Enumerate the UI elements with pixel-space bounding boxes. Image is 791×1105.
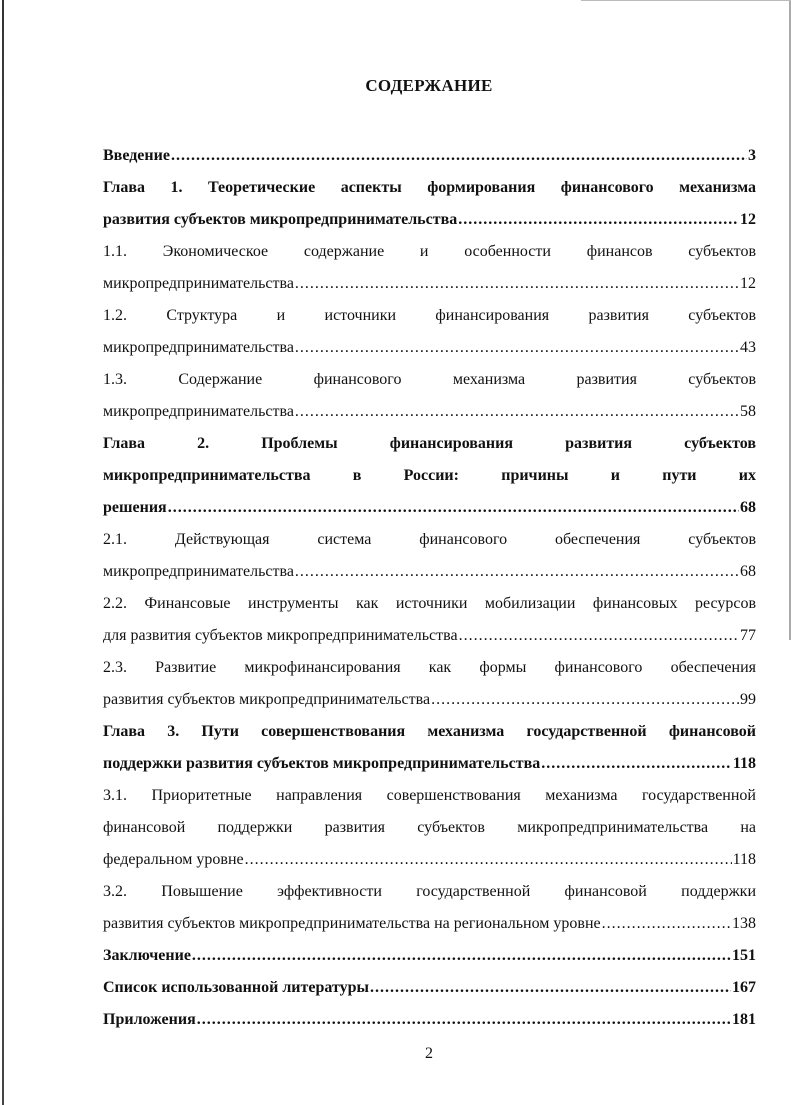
toc-entry-appendices[interactable] bbox=[103, 1004, 756, 1036]
toc-entry-2-1-line1[interactable]: 2.1. Действующая система финансового обеспечения субъектов bbox=[103, 531, 756, 548]
toc-page-number: 167 bbox=[732, 979, 756, 996]
leader-dots bbox=[171, 140, 747, 172]
toc-entry-label: поддержки развития субъектов микропредпринимательства bbox=[103, 755, 541, 772]
toc-entry-chapter-2-line2[interactable]: микропредпринимательства в России: причины и пути их bbox=[103, 467, 756, 484]
toc-entry-3-2[interactable] bbox=[103, 908, 756, 940]
toc-entry-label: развития субъектов микропредпринимательства bbox=[103, 691, 431, 708]
toc-entry-conclusion[interactable] bbox=[103, 940, 756, 972]
toc-page-number: 58 bbox=[740, 403, 756, 420]
leader-dots bbox=[459, 620, 739, 652]
toc-entry-label: решения bbox=[103, 499, 167, 516]
toc-page-number: 151 bbox=[732, 947, 756, 964]
toc-page-number: 138 bbox=[732, 915, 756, 932]
toc-entry-label: Введение bbox=[103, 147, 170, 164]
toc-entry-chapter-3-line1[interactable]: Глава 3. Пути совершенствования механизма государственной финансовой bbox=[103, 723, 756, 740]
toc-entry-label: микропредпринимательства bbox=[103, 563, 294, 580]
toc-entry-1-3[interactable] bbox=[103, 396, 756, 428]
leader-dots bbox=[245, 844, 732, 876]
toc-entry-3-1-line1[interactable]: 3.1. Приоритетные направления совершенствования механизма государственной bbox=[103, 787, 756, 804]
toc-entry-3-1[interactable] bbox=[103, 844, 756, 876]
leader-dots bbox=[458, 204, 739, 236]
toc-page-number: 68 bbox=[740, 499, 756, 516]
toc-entry-label: Приложения bbox=[103, 1011, 196, 1028]
page-title: СОДЕРЖАНИЕ bbox=[365, 76, 493, 95]
toc-entry-label: микропредпринимательства bbox=[103, 403, 294, 420]
toc-page-number: 99 bbox=[740, 691, 756, 708]
toc-page-number: 68 bbox=[740, 563, 756, 580]
toc-page-number: 12 bbox=[740, 211, 756, 228]
leader-dots bbox=[295, 396, 739, 428]
leader-dots bbox=[431, 684, 739, 716]
toc-entry-1-1-line1[interactable]: 1.1. Экономическое содержание и особенности финансов субъектов bbox=[103, 243, 756, 260]
toc-entry-label: Заключение bbox=[103, 947, 191, 964]
toc-entry-2-2[interactable] bbox=[103, 620, 756, 652]
toc-entry-label: микропредпринимательства bbox=[103, 339, 294, 356]
leader-dots bbox=[295, 556, 739, 588]
toc-entry-label: Список использованной литературы bbox=[103, 979, 369, 996]
toc-entry-bibliography[interactable] bbox=[103, 972, 756, 1004]
toc-page-number: 181 bbox=[732, 1011, 756, 1028]
toc-page-number: 3 bbox=[748, 147, 756, 164]
page-number: 2 bbox=[425, 1045, 433, 1062]
toc-entry-chapter-1[interactable] bbox=[103, 204, 756, 236]
table-of-contents bbox=[103, 140, 756, 1036]
toc-entry-2-3-line1[interactable]: 2.3. Развитие микрофинансирования как формы финансового обеспечения bbox=[103, 659, 756, 676]
toc-entry-2-3[interactable] bbox=[103, 684, 756, 716]
leader-dots bbox=[295, 268, 739, 300]
toc-entry-chapter-2-line1[interactable]: Глава 2. Проблемы финансирования развития субъектов bbox=[103, 435, 756, 452]
toc-page-number: 12 bbox=[740, 275, 756, 292]
leader-dots bbox=[295, 332, 739, 364]
toc-entry-1-2[interactable] bbox=[103, 332, 756, 364]
leader-dots bbox=[197, 1004, 731, 1036]
toc-entry-label: микропредпринимательства bbox=[103, 275, 294, 292]
toc-entry-2-2-line1[interactable]: 2.2. Финансовые инструменты как источники мобилизации финансовых ресурсов bbox=[103, 595, 756, 612]
toc-entry-chapter-3[interactable] bbox=[103, 748, 756, 780]
leader-dots bbox=[168, 492, 739, 524]
toc-entry-label: для развития субъектов микропредпринимательства bbox=[103, 627, 458, 644]
toc-entry-3-2-line1[interactable]: 3.2. Повышение эффективности государственной финансовой поддержки bbox=[103, 883, 756, 900]
toc-entry-1-2-line1[interactable]: 1.2. Структура и источники финансирования развития субъектов bbox=[103, 307, 756, 324]
toc-entry-3-1-line2[interactable]: финансовой поддержки развития субъектов микропредпринимательства на bbox=[103, 819, 756, 836]
toc-page-number: 43 bbox=[740, 339, 756, 356]
toc-entry-1-1[interactable] bbox=[103, 268, 756, 300]
toc-page-number: 118 bbox=[732, 755, 756, 772]
leader-dots bbox=[192, 940, 731, 972]
toc-page-number: 77 bbox=[740, 627, 756, 644]
toc-entry-chapter-1-line1[interactable]: Глава 1. Теоретические аспекты формирования финансового механизма bbox=[103, 179, 756, 196]
toc-entry-introduction[interactable] bbox=[103, 140, 756, 172]
toc-entry-label: развития субъектов микропредпринимательства на региональном уровне bbox=[103, 915, 601, 932]
toc-entry-2-1[interactable] bbox=[103, 556, 756, 588]
leader-dots bbox=[602, 908, 731, 940]
toc-page-number: 118 bbox=[732, 851, 756, 868]
toc-entry-label: федеральном уровне bbox=[103, 851, 244, 868]
toc-entry-label: развития субъектов микропредпринимательства bbox=[103, 211, 458, 228]
toc-entry-chapter-2[interactable] bbox=[103, 492, 756, 524]
leader-dots bbox=[370, 972, 731, 1004]
leader-dots bbox=[541, 748, 732, 780]
toc-entry-1-3-line1[interactable]: 1.3. Содержание финансового механизма развития субъектов bbox=[103, 371, 756, 388]
